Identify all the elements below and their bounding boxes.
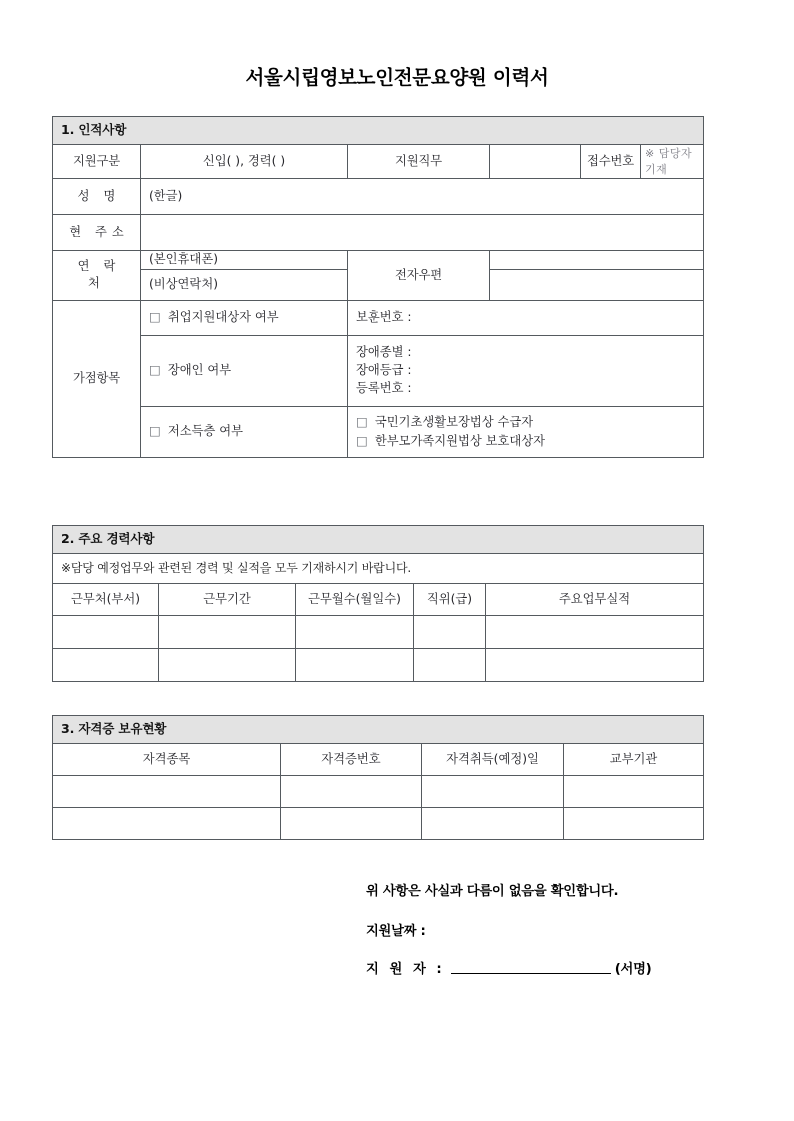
career-header-row bbox=[53, 584, 704, 616]
cert-col-number: 자격증번호 bbox=[281, 744, 422, 776]
low-income-checkbox[interactable] bbox=[149, 424, 168, 438]
cert-col-date: 자격취득(예정)일 bbox=[422, 744, 564, 776]
career-col-months: 근무월수(월일수) bbox=[296, 584, 414, 616]
table-row bbox=[53, 179, 704, 215]
career-cell-workplace[interactable] bbox=[53, 649, 159, 682]
employment-support-label: 취업지원대상자 여부 bbox=[167, 310, 279, 325]
career-cell-period[interactable] bbox=[159, 616, 296, 649]
veteran-number-field[interactable]: 보훈번호 : bbox=[348, 300, 704, 335]
disability-checkbox[interactable] bbox=[149, 363, 168, 377]
email-label: 전자우편 bbox=[348, 251, 490, 301]
applicant-label: 지 원 자 : bbox=[366, 962, 445, 977]
cert-col-name: 자격종목 bbox=[53, 744, 281, 776]
signature-note: (서명) bbox=[614, 962, 652, 977]
table-row bbox=[53, 145, 704, 179]
basic-living-security-checkbox[interactable] bbox=[356, 415, 375, 429]
mobile-phone-input[interactable]: (본인휴대폰) bbox=[141, 251, 348, 270]
career-note-row bbox=[53, 554, 704, 584]
signature-line[interactable] bbox=[451, 960, 611, 974]
career-note: ※담당 예정업무와 관련된 경력 및 실적을 모두 기재하시기 바랍니다. bbox=[53, 554, 704, 584]
table-row bbox=[53, 649, 704, 682]
cert-cell-date[interactable] bbox=[422, 776, 564, 808]
table-row bbox=[53, 406, 704, 457]
section-header-row bbox=[53, 716, 704, 744]
address-input[interactable] bbox=[141, 215, 704, 251]
section-header-row bbox=[53, 526, 704, 554]
career-col-achievements: 주요업무실적 bbox=[486, 584, 704, 616]
cert-cell-number[interactable] bbox=[281, 776, 422, 808]
address-label: 현 주소 bbox=[53, 215, 141, 251]
low-income-label: 저소득층 여부 bbox=[167, 424, 243, 439]
contact-label: 연 락 처 bbox=[53, 251, 141, 301]
apply-type-value[interactable]: 신입( ), 경력( ) bbox=[141, 145, 348, 179]
single-parent-support-checkbox[interactable] bbox=[356, 434, 375, 448]
career-col-period: 근무기간 bbox=[159, 584, 296, 616]
career-cell-workplace[interactable] bbox=[53, 616, 159, 649]
cert-cell-name[interactable] bbox=[53, 776, 281, 808]
section-heading-personal: 1. 인적사항 bbox=[53, 117, 704, 145]
page-title: 서울시립영보노인전문요양원 이력서 bbox=[245, 66, 549, 89]
receipt-number-label: 접수번호 bbox=[581, 145, 641, 179]
cert-cell-date[interactable] bbox=[422, 808, 564, 840]
employment-support-checkbox[interactable] bbox=[149, 310, 168, 324]
bonus-items-label: 가점항목 bbox=[53, 300, 141, 457]
table-row bbox=[53, 616, 704, 649]
career-cell-position[interactable] bbox=[414, 616, 486, 649]
career-cell-period[interactable] bbox=[159, 649, 296, 682]
receipt-number-note: ※ 담당자 기재 bbox=[641, 145, 704, 179]
job-label: 지원직무 bbox=[348, 145, 490, 179]
career-cell-achievements[interactable] bbox=[486, 616, 704, 649]
basic-living-security-label: 국민기초생활보장법상 수급자 bbox=[374, 415, 534, 429]
career-history-table bbox=[52, 525, 704, 682]
disability-label: 장애인 여부 bbox=[167, 363, 232, 378]
confirmation-statement: 위 사항은 사실과 다름이 없음을 확인합니다. bbox=[366, 884, 619, 899]
cert-cell-number[interactable] bbox=[281, 808, 422, 840]
name-label: 성 명 bbox=[53, 179, 141, 215]
certificate-table bbox=[52, 715, 704, 840]
table-row bbox=[53, 300, 704, 335]
cert-cell-name[interactable] bbox=[53, 808, 281, 840]
emergency-contact-input[interactable]: (비상연락처) bbox=[141, 269, 348, 300]
career-cell-months[interactable] bbox=[296, 616, 414, 649]
personal-information-table bbox=[52, 116, 704, 458]
section-heading-certificate: 3. 자격증 보유현황 bbox=[53, 716, 704, 744]
career-col-workplace: 근무처(부서) bbox=[53, 584, 159, 616]
certificate-header-row bbox=[53, 744, 704, 776]
name-input[interactable]: (한글) bbox=[141, 179, 704, 215]
signature-block bbox=[366, 880, 651, 977]
section-header-row bbox=[53, 117, 704, 145]
single-parent-support-label: 한부모가족지원법상 보호대상자 bbox=[374, 433, 546, 448]
table-row bbox=[53, 215, 704, 251]
application-date-field[interactable]: 지원날짜 : bbox=[366, 924, 426, 939]
section-heading-career: 2. 주요 경력사항 bbox=[53, 526, 704, 554]
disability-regno-field[interactable]: 등록번호 : bbox=[356, 380, 412, 395]
disability-detail-cell bbox=[348, 335, 704, 406]
career-cell-achievements[interactable] bbox=[486, 649, 704, 682]
email-input-bottom[interactable] bbox=[490, 269, 704, 300]
applicant-signature-row bbox=[366, 958, 651, 977]
cert-col-issuer: 교부기관 bbox=[564, 744, 704, 776]
job-input[interactable] bbox=[490, 145, 581, 179]
email-input-top[interactable] bbox=[490, 251, 704, 270]
disability-grade-field[interactable]: 장애등급 : bbox=[356, 362, 412, 377]
table-row bbox=[53, 776, 704, 808]
table-row bbox=[53, 251, 704, 270]
career-col-position: 직위(급) bbox=[414, 584, 486, 616]
career-cell-months[interactable] bbox=[296, 649, 414, 682]
disability-type-field[interactable]: 장애종별 : bbox=[356, 345, 412, 360]
career-cell-position[interactable] bbox=[414, 649, 486, 682]
cert-cell-issuer[interactable] bbox=[564, 776, 704, 808]
apply-type-label: 지원구분 bbox=[53, 145, 141, 179]
table-row bbox=[53, 808, 704, 840]
low-income-options-cell bbox=[348, 406, 704, 457]
cert-cell-issuer[interactable] bbox=[564, 808, 704, 840]
table-row bbox=[53, 335, 704, 406]
